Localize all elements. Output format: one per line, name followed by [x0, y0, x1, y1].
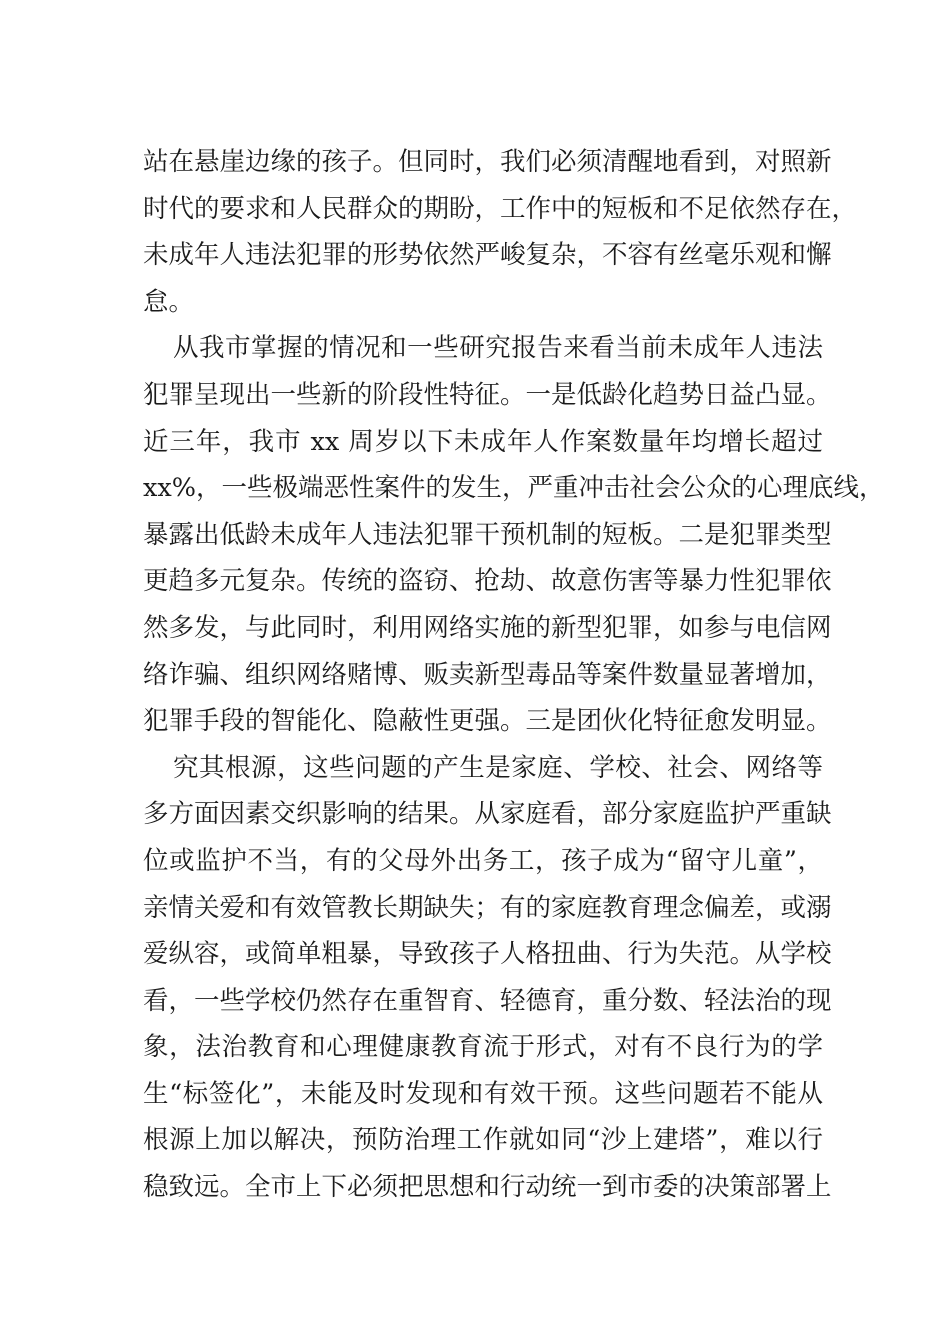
text-line: 站在悬崖边缘的孩子。但同时，我们必须清醒地看到，对照新 [143, 147, 832, 177]
text-line: 近三年，我市 xx 周岁以下未成年人作案数量年均增长超过 [143, 426, 823, 457]
text-line: 然多发，与此同时，利用网络实施的新型犯罪，如参与电信网 [143, 612, 832, 643]
body-text [143, 139, 885, 1211]
text-line: 时代的要求和人民群众的期盼，工作中的短板和不足依然存在， [143, 193, 858, 224]
text-line: 位或监护不当，有的父母外出务工，孩子成为“留守儿童”， [143, 845, 823, 876]
paragraph-1 [143, 139, 858, 325]
text-line: 从我市掌握的情况和一些研究报告来看当前未成年人违法 [173, 333, 823, 364]
paragraph-2 [143, 325, 885, 744]
text-line: 根源上加以解决，预防治理工作就如同“沙上建塔”，难以行 [143, 1125, 823, 1156]
text-line: 犯罪手段的智能化、隐蔽性更强。三是团伙化特征愈发明显。 [143, 706, 832, 737]
text-line: 生“标签化”，未能及时发现和有效干预。这些问题若不能从 [143, 1078, 823, 1109]
text-line: 看，一些学校仍然存在重智育、轻德育，重分数、轻法治的现 [143, 985, 832, 1016]
paragraph-3 [143, 745, 832, 1211]
text-line: 未成年人违法犯罪的形势依然严峻复杂，不容有丝毫乐观和懈 [143, 240, 832, 271]
text-line: 稳致远。全市上下必须把思想和行动统一到市委的决策部署上 [143, 1172, 832, 1203]
text-line: 更趋多元复杂。传统的盗窃、抢劫、故意伤害等暴力性犯罪依 [143, 566, 832, 597]
text-line: 究其根源，这些问题的产生是家庭、学校、社会、网络等 [173, 752, 823, 783]
text-line: xx%，一些极端恶性案件的发生，严重冲击社会公众的心理底线， [143, 473, 885, 504]
text-line: 怠。 [143, 286, 195, 317]
text-line: 爱纵容，或简单粗暴，导致孩子人格扭曲、行为失范。从学校 [143, 939, 832, 970]
text-line: 暴露出低龄未成年人违法犯罪干预机制的短板。二是犯罪类型 [143, 519, 832, 550]
text-line: 络诈骗、组织网络赌博、贩卖新型毒品等案件数量显著增加， [143, 659, 832, 690]
text-line: 犯罪呈现出一些新的阶段性特征。一是低龄化趋势日益凸显。 [143, 379, 832, 410]
text-line: 多方面因素交织影响的结果。从家庭看，部分家庭监护严重缺 [143, 799, 832, 830]
text-line: 亲情关爱和有效管教长期缺失；有的家庭教育理念偏差，或溺 [143, 892, 832, 923]
text-line: 象，法治教育和心理健康教育流于形式，对有不良行为的学 [143, 1032, 823, 1063]
